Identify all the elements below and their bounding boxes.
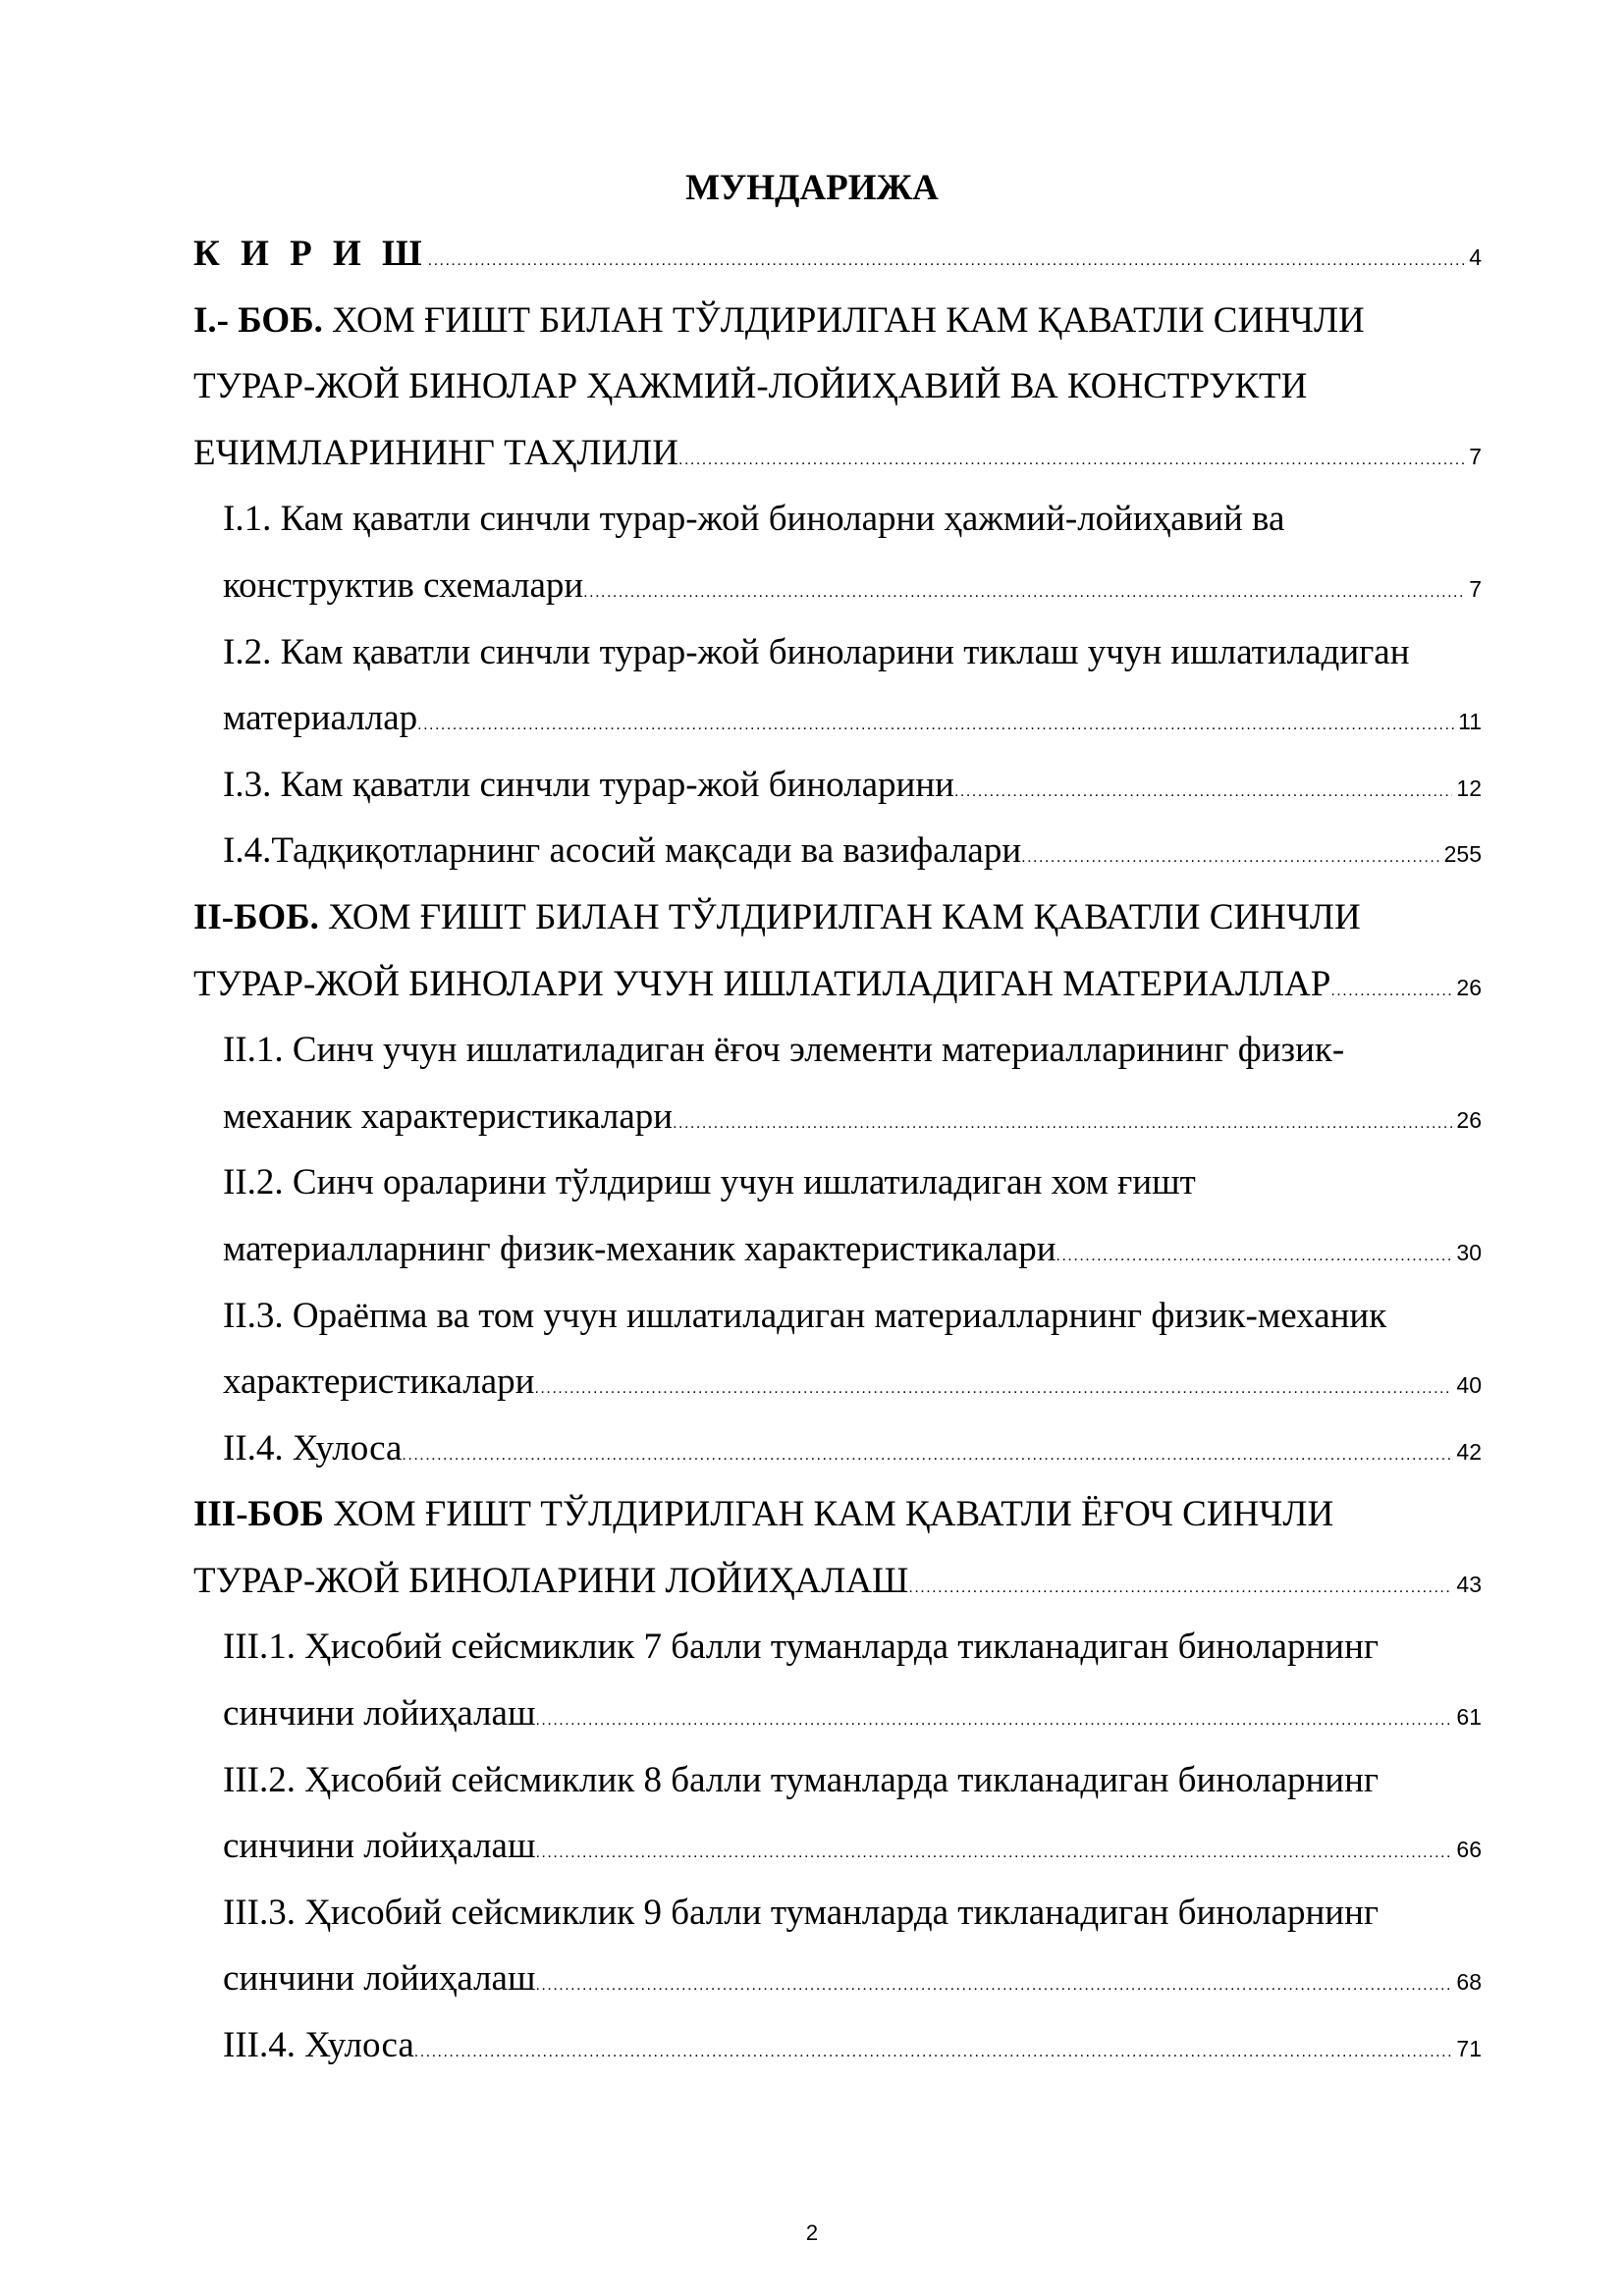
toc-entry-text	[223, 553, 583, 619]
toc-entry-title: механик характеристикалари	[223, 1095, 674, 1137]
toc-chapter[interactable]	[193, 884, 1482, 1017]
toc-page-number: 26	[1456, 974, 1482, 1000]
toc-line	[223, 486, 1482, 553]
toc-chapter[interactable]	[193, 1481, 1482, 1614]
toc-entry-title: ЕЧИМЛАРИНИНГ ТАҲЛИЛИ	[193, 432, 679, 473]
toc-line	[223, 1614, 1482, 1681]
toc-entry-text	[223, 1216, 1056, 1283]
toc-line	[223, 619, 1482, 686]
toc-section[interactable]	[193, 1415, 1482, 1482]
toc-section[interactable]	[193, 1880, 1482, 2012]
toc-section[interactable]	[193, 1149, 1482, 1282]
toc-leader-line	[193, 221, 1482, 288]
toc-entry-text	[223, 1946, 535, 2012]
toc-entry-text	[223, 818, 1021, 884]
dot-leader	[908, 1555, 1452, 1615]
toc-section[interactable]	[193, 1614, 1482, 1746]
toc-entry-text	[223, 685, 417, 752]
toc-entry-text	[223, 1349, 534, 1415]
toc-page-number: 11	[1458, 709, 1482, 735]
toc-entry-title: II.4. Хулоса	[223, 1427, 403, 1468]
dot-leader	[534, 1356, 1452, 1415]
toc-entry-title: I.4.Тадқиқотларнинг асосий мақсади ва вазифалари	[223, 830, 1022, 872]
toc-leader-line	[223, 1349, 1482, 1415]
toc-section[interactable]	[193, 752, 1482, 819]
toc-entry-text	[223, 2012, 414, 2079]
toc-entry-text	[223, 1813, 535, 1880]
toc-chapter[interactable]	[193, 288, 1482, 487]
dot-leader	[1330, 958, 1452, 1018]
toc-leader-line	[223, 1681, 1482, 1747]
toc-entry-title: синчини лойиҳалаш	[223, 1693, 536, 1735]
toc-page-number: 4	[1469, 244, 1482, 270]
toc-leader-line	[223, 685, 1482, 752]
dot-leader	[535, 1687, 1452, 1747]
toc-section[interactable]	[193, 1283, 1482, 1415]
toc-entry-title: конструктив схемалари	[223, 564, 584, 606]
toc-leader-line	[193, 1548, 1482, 1615]
toc-line	[223, 1017, 1482, 1084]
toc-section[interactable]	[193, 1747, 1482, 1880]
dot-leader	[535, 1952, 1452, 2012]
dot-leader	[1021, 825, 1439, 884]
toc-line-text: II.3. Ораёпма ва том учун ишлатиладиган материалларнинг физик-механик	[223, 1295, 1387, 1336]
toc-page-number: 255	[1443, 841, 1482, 868]
toc-line	[223, 1747, 1482, 1814]
toc-page-number: 12	[1456, 774, 1482, 801]
toc-leader-line	[223, 1415, 1482, 1482]
toc-leader-line	[193, 420, 1482, 487]
toc-line-text: ХОМ ҒИШТ БИЛАН ТЎЛДИРИЛГАН КАМ ҚАВАТЛИ СИНЧЛИ	[332, 299, 1365, 341]
toc-line-text: I.2. Кам қаватли синчли турар-жой биноларини тиклаш учун ишлатиладиган	[223, 631, 1410, 672]
toc-page-number: 61	[1456, 1704, 1482, 1731]
dot-leader	[402, 1422, 1452, 1482]
dot-leader	[1056, 1223, 1453, 1283]
toc-line-text: III.2. Ҳисобий сейсмиклик 8 балли туманларда тикланадиган биноларнинг	[223, 1759, 1380, 1800]
toc-entry-title: ТУРАР-ЖОЙ БИНОЛАРИНИ ЛОЙИҲАЛАШ	[193, 1560, 909, 1601]
toc-page-number: 71	[1456, 2036, 1482, 2062]
toc-line	[223, 1880, 1482, 1947]
toc-entry-text	[223, 1681, 535, 1747]
toc-line	[193, 1481, 1482, 1548]
toc-entry-title: материалларнинг физик-механик характеристикалари	[223, 1228, 1056, 1269]
toc-page-number: 7	[1469, 575, 1482, 602]
toc-page-number: 68	[1456, 1969, 1482, 1996]
toc-chapter-label: III-БОБ	[193, 1494, 324, 1535]
toc-leader-line	[223, 553, 1482, 619]
dot-leader	[535, 1820, 1452, 1880]
toc-line-text: II.2. Синч ораларини тўлдириш учун ишлатиладиган хом ғишт	[223, 1162, 1196, 1203]
dot-leader	[954, 759, 1452, 819]
dot-leader	[417, 692, 1454, 752]
dot-leader	[583, 560, 1465, 619]
toc-line-text: I.1. Кам қаватли синчли турар-жой биноларни ҳажмий-лойиҳавий ва	[223, 499, 1285, 540]
toc-line	[223, 1149, 1482, 1216]
dot-leader	[428, 228, 1466, 288]
toc-entry-text	[193, 420, 678, 487]
page-title: МУНДАРИЖА	[685, 168, 939, 208]
toc-line	[193, 884, 1482, 951]
toc-entry-text	[193, 951, 1330, 1018]
toc-section[interactable]	[193, 1017, 1482, 1149]
toc-entry-title: I.3. Кам қаватли синчли турар-жой биноларини	[223, 764, 954, 805]
toc-chapter-label: I.- БОБ.	[193, 299, 323, 341]
toc-entry-title: III.4. Хулоса	[223, 2025, 414, 2066]
toc-line	[193, 288, 1482, 354]
page-number: 2	[805, 2220, 819, 2245]
toc-entry-title: синчини лойиҳалаш	[223, 1826, 536, 1867]
toc-leader-line	[223, 2012, 1482, 2079]
toc-page-number: 40	[1456, 1372, 1482, 1399]
toc-line-text: II.1. Синч учун ишлатиладиган ёғоч элементи материалларининг физик-	[223, 1030, 1345, 1071]
toc-chapter-label: II-БОБ.	[193, 896, 319, 937]
toc-leader-line	[223, 752, 1482, 819]
toc-entry-title: синчини лойиҳалаш	[223, 1958, 536, 2000]
toc-section[interactable]	[193, 2012, 1482, 2079]
toc-page-number: 43	[1456, 1571, 1482, 1597]
dot-leader	[678, 427, 1465, 487]
toc-leader-line	[223, 1813, 1482, 1880]
toc-entry-title: ТУРАР-ЖОЙ БИНОЛАРИ УЧУН ИШЛАТИЛАДИГАН МАТЕРИАЛЛАР	[193, 963, 1331, 1004]
toc-line	[223, 1283, 1482, 1350]
toc-entry-text	[193, 221, 428, 288]
toc-page-number: 66	[1456, 1837, 1482, 1863]
toc-leader-line	[223, 818, 1482, 884]
toc-page-number: 7	[1469, 443, 1482, 469]
dot-leader	[673, 1091, 1452, 1150]
toc-entry-title: характеристикалари	[223, 1362, 535, 1403]
toc-line-text: III.1. Ҳисобий сейсмиклик 7 балли туманларда тикланадиган биноларнинг	[223, 1627, 1380, 1668]
toc-leader-line	[223, 1084, 1482, 1150]
toc-entry-text	[223, 1415, 402, 1482]
toc-leader-line	[223, 1946, 1482, 2012]
toc-page-number: 42	[1456, 1438, 1482, 1465]
toc-section[interactable]	[193, 818, 1482, 884]
toc-line-text: ХОМ ҒИШТ БИЛАН ТЎЛДИРИЛГАН КАМ ҚАВАТЛИ СИНЧЛИ	[328, 896, 1361, 937]
dot-leader	[414, 2019, 1453, 2079]
toc-line	[193, 353, 1482, 420]
toc-section[interactable]	[193, 619, 1482, 752]
toc-leader-line	[193, 951, 1482, 1018]
toc-entry-title: материаллар	[223, 698, 418, 739]
toc-line-text: ТУРАР-ЖОЙ БИНОЛАР ҲАЖМИЙ-ЛОЙИҲАВИЙ ВА КОНСТРУКТИ	[193, 366, 1308, 407]
toc-entry-text	[223, 752, 954, 819]
toc-chapter[interactable]	[193, 221, 1482, 288]
table-of-contents	[193, 221, 1482, 2079]
toc-page-number: 26	[1456, 1106, 1482, 1133]
toc-line-text: III.3. Ҳисобий сейсмиклик 9 балли туманларда тикланадиган биноларнинг	[223, 1892, 1380, 1933]
toc-entry-text	[223, 1084, 673, 1150]
toc-leader-line	[223, 1216, 1482, 1283]
toc-chapter-label: К И Р И Ш	[193, 234, 428, 274]
toc-line-text: ХОМ ҒИШТ ТЎЛДИРИЛГАН КАМ ҚАВАТЛИ ЁҒОЧ СИНЧЛИ	[333, 1494, 1334, 1535]
toc-entry-text	[193, 1548, 908, 1615]
toc-page-number: 30	[1456, 1239, 1482, 1265]
toc-section[interactable]	[193, 486, 1482, 618]
